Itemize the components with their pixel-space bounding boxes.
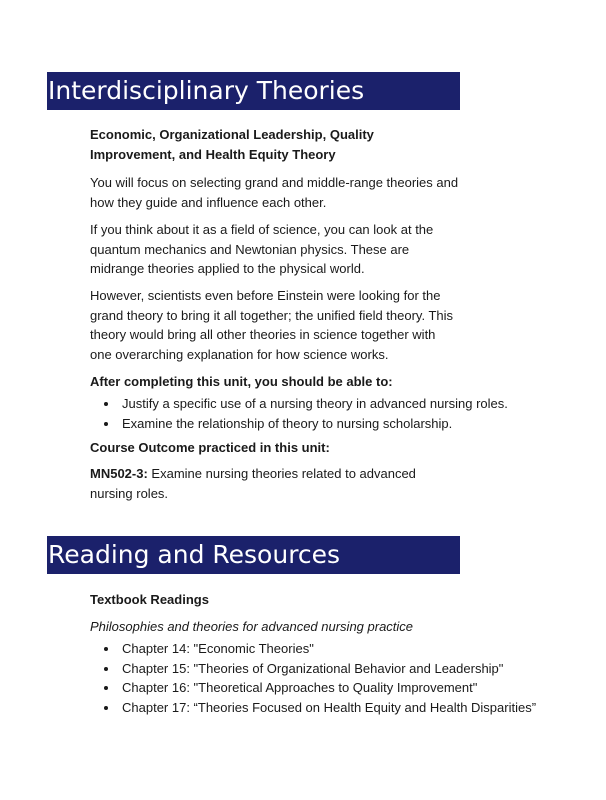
section-header-interdisciplinary-theories: Interdisciplinary Theories [47, 72, 460, 110]
section-subtitle [90, 125, 510, 164]
paragraph-field-of-science [90, 220, 510, 279]
course-outcome-line-2: nursing roles. [90, 485, 169, 501]
paragraph-line: quantum mechanics and Newtonian physics. These are [90, 241, 410, 257]
list-item: Chapter 16: "Theoretical Approaches to Quality Improvement" [90, 678, 570, 698]
list-item: Chapter 15: "Theories of Organizational Behavior and Leadership" [90, 659, 570, 679]
course-outcome-line-1 [90, 464, 510, 484]
textbook-readings-heading: Textbook Readings [90, 592, 209, 607]
paragraph-line: grand theory to bring it all together; the unified field theory. This [90, 307, 454, 323]
paragraph-line: one overarching explanation for how science works. [90, 346, 389, 362]
book-title: Philosophies and theories for advanced nursing practice [90, 619, 414, 634]
paragraph-line: However, scientists even before Einstein were looking for the [90, 288, 441, 303]
section-header-reading-and-resources: Reading and Resources [47, 536, 460, 574]
list-item: Examine the relationship of theory to nursing scholarship. [90, 414, 570, 434]
list-item: Justify a specific use of a nursing theory in advanced nursing roles. [90, 394, 570, 414]
paragraph-line: how they guide and influence each other. [90, 194, 327, 210]
paragraph-unified-theory [90, 286, 510, 364]
paragraph-line: If you think about it as a field of science, you can look at the [90, 222, 434, 237]
objectives-heading: After completing this unit, you should be able to: [90, 374, 393, 389]
course-outcome-heading: Course Outcome practiced in this unit: [90, 440, 330, 455]
objectives-list [90, 394, 570, 433]
chapters-list [90, 639, 570, 717]
outcome-code: MN502-3: [90, 466, 148, 481]
course-outcome [90, 464, 510, 503]
subtitle-line-2: Improvement, and Health Equity Theory [90, 146, 336, 162]
paragraph-line: theory would bring all other theories in science together with [90, 327, 436, 342]
list-item: Chapter 17: “Theories Focused on Health Equity and Health Disparities” [90, 698, 570, 718]
subtitle-line-1: Economic, Organizational Leadership, Quality [90, 127, 374, 142]
list-item: Chapter 14: "Economic Theories" [90, 639, 570, 659]
paragraph-focus [90, 173, 510, 212]
paragraph-line: midrange theories applied to the physical world. [90, 261, 365, 276]
outcome-text: Examine nursing theories related to advanced [151, 466, 416, 481]
paragraph-line: You will focus on selecting grand and middle-range theories and [90, 175, 459, 190]
